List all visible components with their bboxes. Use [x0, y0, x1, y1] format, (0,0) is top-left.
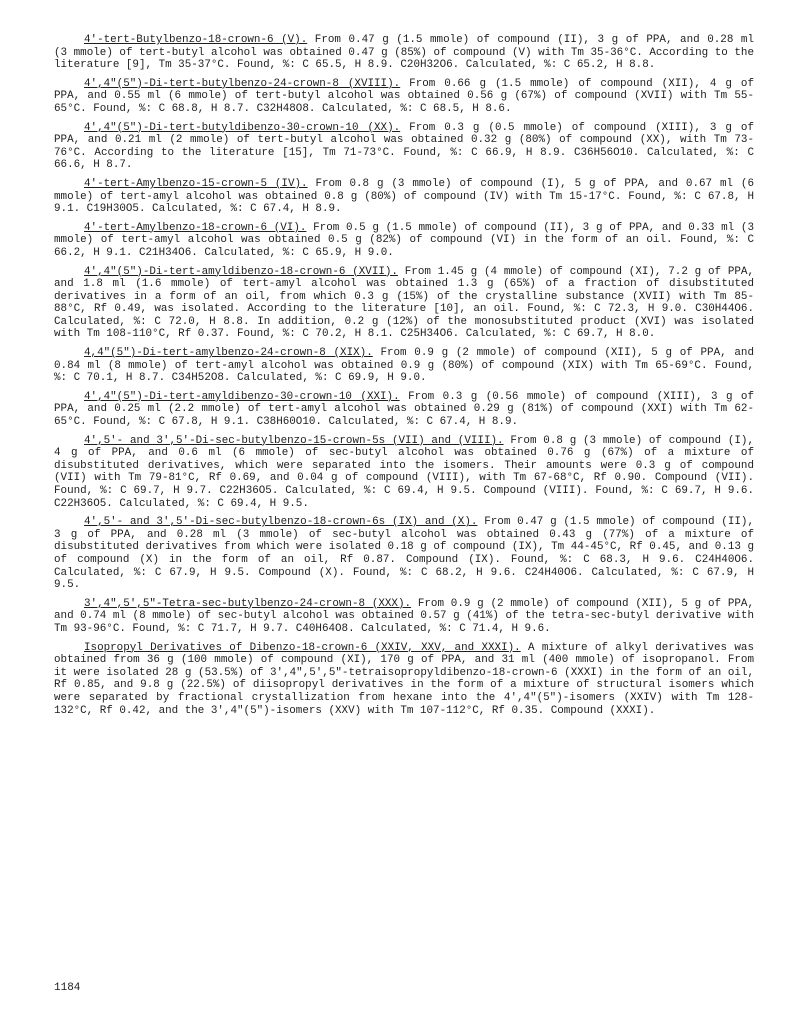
paragraph-body: From 0.8 g (3 mmole) of compound (I), 5 g of PPA, and 0.67 ml (6 mmole) of tert-amyl alcohol was obtained 0.8 g (80%) of compound (IV) with Tm 15-17°C. Found, %: C 67.8, H 9.1. C19H30O5. Calculated, %: C 67.4, H 8.9. [54, 177, 754, 216]
paragraph-body: From 0.5 g (1.5 mmole) of compound (II), 3 g of PPA, and 0.33 ml (3 mmole) of tert-amyl alcohol was obtained 0.5 g (82%) of compound (VI) in the form of an oil. Found, %: C 66.2, H 9.1. C21H34O6. Calculated, %: C 65.9, H 9.0. [54, 221, 754, 259]
paragraph-compound-xxx [54, 598, 754, 636]
paragraph-compounds-ix-x [54, 516, 754, 592]
paragraph-title: 4'-tert-Amylbenzo-18-crown-6 (VI). [84, 221, 307, 234]
paragraph-body: From 0.3 g (0.56 mmole) of compound (XIII), 3 g of PPA, and 0.25 ml (2.2 mmole) of tert-amyl alcohol was obtained 0.29 g (81%) of compound (XXI) with Tm 62-65°C. Found, %: C 67.8, H 9.1. C38H60O10. Calculated, %: C 67.4, H 8.9. [54, 390, 755, 429]
paragraph-body: From 0.9 g (2 mmole) of compound (XII), 5 g of PPA, and 0.74 ml (8 mmole) of sec-butyl alcohol was obtained 0.57 g (41%) of the tetra-sec-butyl derivative with Tm 93-96°C. Found, %: C 71.7, H 9.7. C40H64O8. Calculated, %: C 71.4, H 9.6. [54, 597, 755, 635]
paragraph-title: 4',4"(5")-Di-tert-amyldibenzo-18-crown-6 (XVII). [84, 265, 398, 278]
paragraph-title: 4',5'- and 3',5'-Di-sec-butylbenzo-15-crown-5s (VII) and (VIII). [84, 434, 504, 447]
paragraph-compound-xx [54, 122, 754, 172]
paragraph-title: 3',4",5',5"-Tetra-sec-butylbenzo-24-crown-8 (XXX). [84, 597, 412, 610]
paragraph-compound-xxi [54, 391, 754, 429]
paragraph-compound-v [54, 34, 754, 72]
paragraph-body: From 0.47 g (1.5 mmole) of compound (II), 3 g of PPA, and 0.28 ml (3 mmole) of tert-butyl alcohol was obtained 0.47 g (85%) of compound (V) with Tm 35-36°C. According to the literature [9], Tm 35-37°C. Found, %: C 65.5, H 8.9. C20H32O6. Calculated, %: C 65.2, H 8.8. [54, 34, 754, 72]
page-number: 1184 [54, 982, 81, 994]
paragraph-compound-vi [54, 222, 754, 260]
article-body [54, 34, 754, 723]
paragraph-title: Isopropyl Derivatives of Dibenzo-18-crown-6 (XXIV, XXV, and XXXI). [84, 641, 521, 654]
paragraph-title: 4',4"(5")-Di-tert-butyldibenzo-30-crown-10 (XX). [84, 121, 401, 134]
paragraph-body: From 0.66 g (1.5 mmole) of compound (XII), 4 g of PPA, and 0.55 ml (6 mmole) of tert-butyl alcohol was obtained 0.56 g (67%) of compound (XVII) with Tm 55-65°C. Found, %: C 68.8, H 8.7. C32H48O8. Calculated, %: C 68.5, H 8.6. [54, 77, 755, 115]
paragraph-compound-iv [54, 178, 754, 216]
paragraph-compounds-vii-viii [54, 435, 754, 511]
paragraph-body: From 0.3 g (0.5 mmole) of compound (XIII), 3 g of PPA, and 0.21 ml (2 mmole) of tert-butyl alcohol was obtained 0.32 g (80%) of compound (XX), with Tm 73-76°C. According to the literature [15], Tm 71-73°C. Found, %: C 66.9, H 8.9. C36H56O10. Calculated, %: C 66.6, H 8.7. [54, 121, 755, 172]
paragraph-body: A mixture of alkyl derivatives was obtained from 36 g (100 mmole) of compound (XI), 170 g of PPA, and 31 ml (400 mmole) of isopropanol. From it were isolated 28 g (53.5%) of 3',4",5',5"-tetraisopropyldibenzo-18-crown-6 (XXXI) in the form of an oil, Rf 0.85, and 9.8 g (22.5%) of diisopropyl derivatives in the form of a mixture of structural isomers which were separated by fractional crystallization from hexane into the 4',4"(5")-isomers (XXIV) with Tm 128-132°C, Rf 0.42, and the 3',4"(5")-isomers (XXV) with Tm 107-112°C, Rf 0.35. Compound (XXXI). [54, 641, 755, 717]
paragraph-compound-xviii [54, 78, 754, 116]
paragraph-isopropyl-derivatives [54, 642, 754, 718]
paragraph-title: 4,4"(5")-Di-tert-amylbenzo-24-crown-8 (XIX). [84, 347, 373, 360]
paragraph-body: From 0.8 g (3 mmole) of compound (I), 4 g of PPA, and 0.6 ml (6 mmole) of sec-butyl alcohol was obtained 0.76 g (67%) of a mixture of disubstituted derivatives, which were separated into the isomers. Their amounts were 0.3 g of compound (VII) with Tm 79-81°C, Rf 0.69, and 0.04 g of compound (VIII), with Tm 67-68°C, Rf 0.90. Compound (VII). Found, %: C 69.7, H 9.7. C22H36O5. Calculated, %: C 69.4, H 9.5. Compound (VIII). Found, %: C 69.7, H 9.6. C22H36O5. Calculated, %: C 69.4, H 9.5. [54, 434, 754, 510]
paragraph-compound-xix [54, 347, 754, 385]
paragraph-title: 4'-tert-Amylbenzo-15-crown-5 (IV). [84, 177, 308, 190]
paragraph-compound-xvii [54, 266, 754, 342]
paragraph-title: 4'-tert-Butylbenzo-18-crown-6 (V). [84, 34, 308, 46]
paragraph-body: From 0.47 g (1.5 mmole) of compound (II), 3 g of PPA, and 0.28 ml (3 mmole) of sec-butyl alcohol was obtained 0.43 g (77%) of a mixture of disubstituted derivatives from which were isolated 0.18 g of compound (IX), Tm 44-45°C, Rf 0.45, and 0.13 g of compound (X) in the form of an oil, Rf 0.87. Compound (IX). Found, %: C 68.3, H 9.6. C24H40O6. Calculated, %: C 67.9, H 9.5. Compound (X). Found, %: C 68.2, H 9.6. C24H40O6. Calculated, %: C 67.9, H 9.5. [54, 516, 754, 592]
paragraph-body: From 1.45 g (4 mmole) of compound (XI), 7.2 g of PPA, and 1.8 ml (1.6 mmole) of tert-amyl alcohol was obtained 1.3 g (65%) of a fraction of disubstituted derivatives in a form of an oil, from which 0.3 g (15%) of the crystalline substance (XVII) with Tm 85-88°C, Rf 0.49, was isolated. According to the literature [10], an oil. Found, %: C 72.3, H 9.0. C30H44O6. Calculated, %: C 72.0, H 8.8. In addition, 0.2 g (12%) of the monosubstituted product (XVI) was isolated with Tm 108-110°C, Rf 0.37. Found, %: C 70.2, H 8.1. C25H34O6. Calculated, %: C 69.7, H 8.0. [54, 265, 754, 341]
paragraph-body: From 0.9 g (2 mmole) of compound (XII), 5 g of PPA, and 0.84 ml (8 mmole) of tert-amyl alcohol was obtained 0.9 g (80%) of compound (XIX) with Tm 65-69°C. Found, %: C 70.1, H 8.7. C34H52O8. Calculated, %: C 69.9, H 9.0. [54, 347, 754, 385]
paragraph-title: 4',4"(5")-Di-tert-amyldibenzo-30-crown-10 (XXI). [84, 390, 400, 403]
paragraph-title: 4',4"(5")-Di-tert-butylbenzo-24-crown-8 (XVIII). [84, 77, 401, 90]
paragraph-title: 4',5'- and 3',5'-Di-sec-butylbenzo-18-crown-6s (IX) and (X). [84, 516, 478, 529]
